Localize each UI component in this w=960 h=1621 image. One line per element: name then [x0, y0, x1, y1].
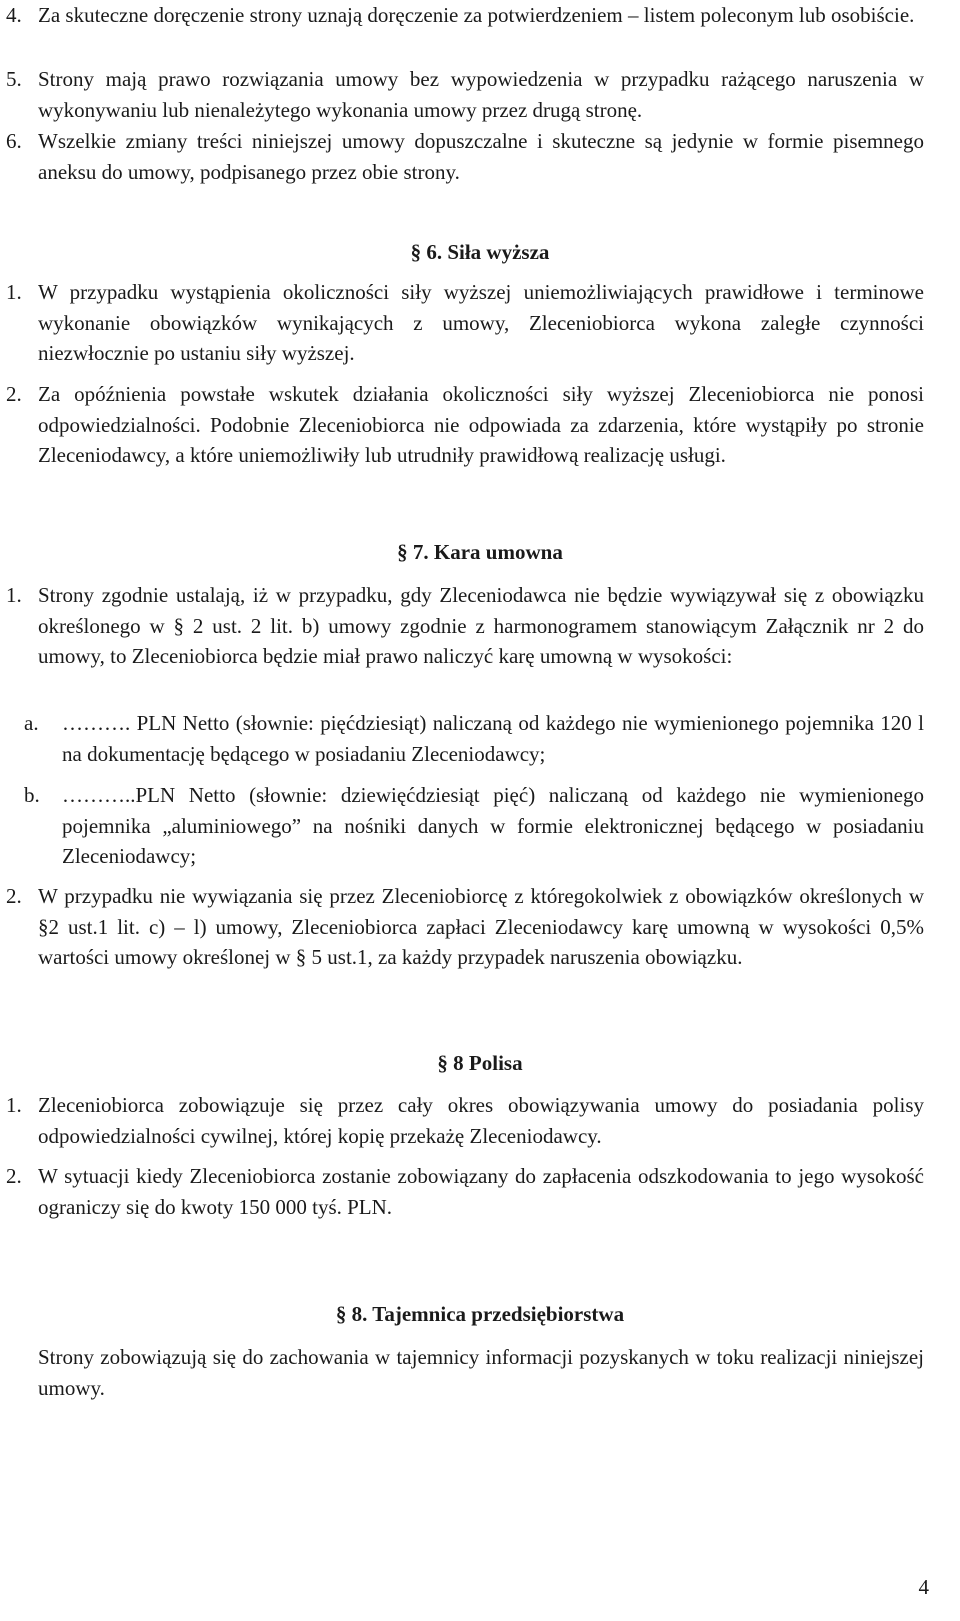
page-number: 4 [918, 1575, 929, 1599]
clause-number: a. [24, 711, 39, 735]
clause-number: 2. [6, 884, 22, 908]
section-heading-penalty: § 7. Kara umowna [397, 540, 563, 564]
clause-text: Strony zgodnie ustalają, iż w przypadku, gdy Zleceniodawca nie będzie wywiązywał się z obowiązku określonego w § 2 ust. 2 lit. b) umowy zgodnie z harmonogramem stanowiącym Załącznik nr 2 do umowy, to Zleceniobiorca będzie miał prawo naliczyć karę umowną w wysokości: [38, 583, 924, 668]
force-majeure-clause-2 [6, 379, 924, 471]
clause-text: W przypadku wystąpienia okoliczności siły wyższej uniemożliwiających prawidłowe i terminowe wykonanie obowiązków wynikających z umowy, Zleceniobiorca wykona zaległe czynności niezwłocznie po ustaniu siły wyższej. [38, 280, 924, 365]
clause-number: 1. [6, 1093, 22, 1117]
section-heading-force-majeure: § 6. Siła wyższa [410, 240, 550, 264]
section-heading-confidentiality: § 8. Tajemnica przedsiębiorstwa [335, 1302, 625, 1326]
penalty-subclause-a [24, 708, 924, 769]
insurance-clause-1 [6, 1090, 924, 1151]
penalty-clause-1 [6, 580, 924, 672]
clause-text: Zleceniobiorca zobowiązuje się przez cały okres obowiązywania umowy do posiadania polisy odpowiedzialności cywilnej, której kopię przekażę Zleceniodawcy. [38, 1093, 924, 1148]
clause-text: Za opóźnienia powstałe wskutek działania okoliczności siły wyższej Zleceniobiorca nie ponosi odpowiedzialności. Podobnie Zleceniobiorca nie odpowiada za zdarzenia, które wystąpiły po stronie Zleceniodawcy, a które uniemożliwiły lub utrudniły prawidłową realizację usługi. [38, 382, 924, 467]
clause-text: W sytuacji kiedy Zleceniobiorca zostanie zobowiązany do zapłacenia odszkodowania to jego wysokość ograniczy się do kwoty 150 000 tyś. PLN. [38, 1164, 924, 1219]
clause-4 [6, 0, 924, 31]
clause-number: 6. [6, 129, 22, 153]
penalty-subclause-b [24, 780, 924, 872]
force-majeure-clause-1 [6, 277, 924, 369]
clause-number: 1. [6, 583, 22, 607]
clause-number: 2. [6, 1164, 22, 1188]
clause-text: Wszelkie zmiany treści niniejszej umowy dopuszczalne i skuteczne są jedynie w formie pisemnego aneksu do umowy, podpisanego przez obie strony. [38, 129, 924, 184]
clause-number: 4. [6, 3, 22, 27]
clause-5 [6, 64, 924, 125]
insurance-clause-2 [6, 1161, 924, 1222]
clause-number: 5. [6, 67, 22, 91]
clause-number: 2. [6, 382, 22, 406]
confidentiality-text: Strony zobowiązują się do zachowania w tajemnicy informacji pozyskanych w toku realizacji niniejszej umowy. [38, 1345, 924, 1400]
penalty-clause-2 [6, 881, 924, 973]
clause-text: W przypadku nie wywiązania się przez Zleceniobiorcę z któregokolwiek z obowiązków określonych w §2 ust.1 lit. c) – l) umowy, Zleceniobiorca zapłaci Zleceniodawcy karę umowną w wysokości 0,5% wartości umowy określonej w § 5 ust.1, za każdy przypadek naruszenia obowiązku. [38, 884, 924, 969]
clause-text: ………. PLN Netto (słownie: pięćdziesiąt) naliczaną od każdego nie wymienionego pojemnika 120 l na dokumentację będącego w posiadaniu Zleceniodawcy; [62, 711, 924, 766]
clause-text: ………..PLN Netto (słownie: dziewięćdziesiąt pięć) naliczaną od każdego nie wymienionego pojemnika „aluminiowego” na nośniki danych w formie elektronicznej będącego w posiadaniu Zleceniodawcy; [62, 783, 924, 868]
clause-text: Za skuteczne doręczenie strony uznają doręczenie za potwierdzeniem – listem poleconym lub osobiście. [38, 3, 915, 27]
clause-number: b. [24, 783, 40, 807]
clause-number: 1. [6, 280, 22, 304]
section-heading-insurance: § 8 Polisa [437, 1051, 523, 1075]
clause-text: Strony mają prawo rozwiązania umowy bez wypowiedzenia w przypadku rażącego naruszenia w wykonywaniu lub nienależytego wykonania umowy przez drugą stronę. [38, 67, 924, 122]
clause-6 [6, 126, 924, 187]
